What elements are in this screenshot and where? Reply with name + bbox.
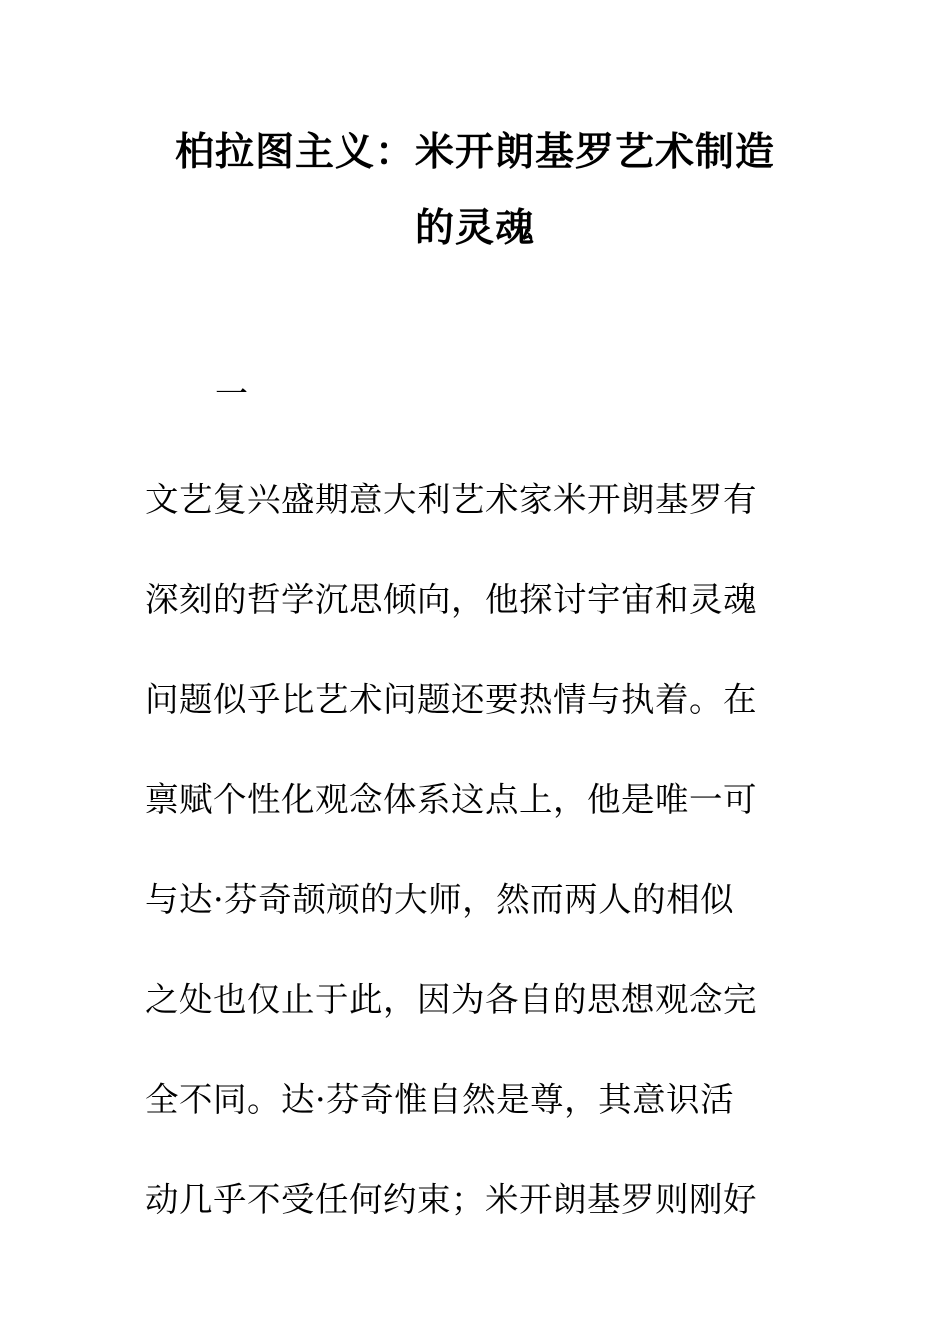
body-line-1: 文艺复兴盛期意大利艺术家米开朗基罗有 — [145, 480, 757, 519]
body-line-3: 问题似乎比艺术问题还要热情与执着。在 — [145, 680, 757, 719]
body-line-2: 深刻的哲学沉思倾向，他探讨宇宙和灵魂 — [145, 580, 757, 619]
body-line-6: 之处也仅止于此，因为各自的思想观念完 — [145, 980, 757, 1019]
body-line-5: 与达·芬奇颉颃的大师，然而两人的相似 — [145, 880, 735, 919]
body-line-7: 全不同。达·芬奇惟自然是尊，其意识活 — [145, 1080, 735, 1119]
title-line-2: 的灵魂 — [414, 206, 535, 251]
body-line-4: 禀赋个性化观念体系这点上，他是唯一可 — [145, 780, 757, 819]
body-paragraph — [145, 472, 785, 1272]
document-title — [145, 115, 805, 267]
section-number: 一 — [215, 374, 248, 413]
title-line-1: 柏拉图主义：米开朗基罗艺术制造 — [174, 130, 775, 175]
body-line-8: 动几乎不受任何约束；米开朗基罗则刚好 — [145, 1180, 757, 1219]
